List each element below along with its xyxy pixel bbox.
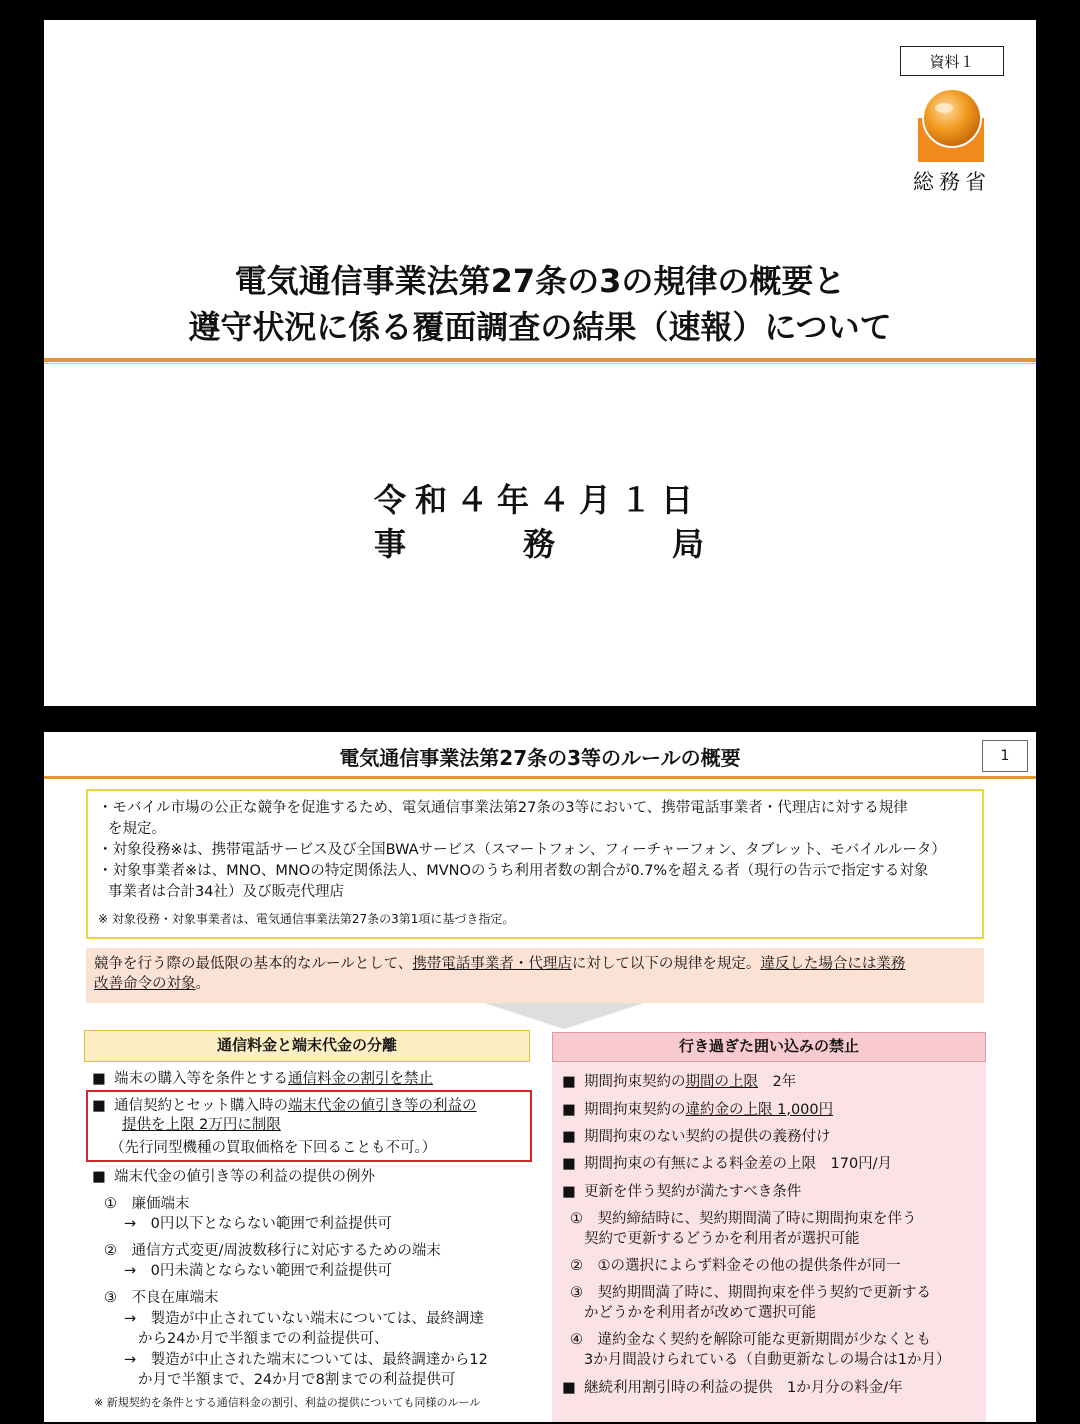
exception-detail: → 0円未満とならない範囲で利益提供可: [124, 1263, 392, 1279]
rules-overview-slide: [44, 732, 1036, 1422]
intro-note: ※ 対象役務・対象事業者は、電気通信事業法第27条の3第1項に基づき指定。: [98, 912, 515, 926]
office-name: [374, 522, 704, 566]
rule-text: 端末代金の値引き等の利益の提供の例外: [114, 1169, 375, 1185]
date-block: [374, 478, 704, 566]
rule-text-underlined: 通信料金の割引を禁止: [288, 1071, 433, 1087]
page-number: 1: [982, 740, 1028, 772]
rule-note: （先行同型機種の買取価格を下回ることも不可。）: [110, 1140, 437, 1156]
exception-detail: か月で半額まで、24か月で8割までの利益提供可: [138, 1372, 456, 1388]
bullet-square-icon: ■: [562, 1102, 576, 1118]
title-slide: [44, 20, 1036, 706]
intro-line: ・対象役務※は、携帯電話サービス及び全国BWAサービス（スマートフォン、フィーチャーフォン、タブレット、モバイルルータ）: [98, 842, 946, 858]
rule-item: [92, 1069, 433, 1089]
condition-item: かどうかを利用者が改めて選択可能: [584, 1305, 816, 1321]
condition-item: ④ 違約金なく契約を解除可能な更新期間が少なくとも: [570, 1332, 931, 1348]
rule-text: 期間拘束契約の: [584, 1074, 686, 1090]
ministry-name: 総務省: [913, 170, 991, 194]
condition-item: ① 契約締結時に、契約期間満了時に期間拘束を伴う: [570, 1211, 917, 1227]
rule-text: 継続利用割引時の利益の提供 1か月分の料金/年: [584, 1380, 903, 1396]
office-char: 局: [671, 525, 704, 563]
exception-detail: → 0円以下とならない範囲で利益提供可: [124, 1216, 392, 1232]
summary-text: に対して以下の規律を規定。: [571, 956, 761, 972]
ministry-logo-icon: [914, 88, 988, 164]
rule-text: 更新を伴う契約が満たすべき条件: [584, 1184, 802, 1200]
condition-item: ③ 契約期間満了時に、期間拘束を伴う契約で更新する: [570, 1285, 931, 1301]
right-column: [552, 1032, 986, 1422]
rule-item: [562, 1127, 831, 1147]
rule-item: [92, 1096, 477, 1116]
exception-detail: → 製造が中止された端末については、最終調達から12: [124, 1352, 488, 1368]
office-char: 務: [522, 525, 555, 563]
rule-text: 端末の購入等を条件とする: [114, 1071, 288, 1087]
bullet-square-icon: ■: [562, 1184, 576, 1200]
slide-title: 電気通信事業法第27条の3等のルールの概要: [339, 746, 741, 770]
rule-text: 期間拘束のない契約の提供の義務付け: [584, 1129, 831, 1145]
rule-item: [562, 1100, 833, 1120]
bullet-square-icon: ■: [92, 1071, 106, 1087]
rule-text-underlined: 違約金の上限 1,000円: [685, 1102, 834, 1118]
rule-text: 2年: [758, 1074, 797, 1090]
page-title: [44, 258, 1036, 350]
bullet-square-icon: ■: [562, 1380, 576, 1396]
summary-text: 競争を行う際の最低限の基本的なルールとして、: [94, 956, 413, 972]
left-heading: 通信料金と端末代金の分離: [84, 1030, 530, 1062]
exception-detail: から24か月で半額までの利益提供可、: [138, 1331, 389, 1347]
divider: [44, 776, 1036, 779]
condition-item: ② ①の選択によらず料金その他の提供条件が同一: [570, 1258, 901, 1274]
title-line: 遵守状況に係る覆面調査の結果（速報）について: [188, 308, 892, 346]
rule-text-underlined: 提供を上限 2万円に制限: [122, 1117, 281, 1133]
office-char: 事: [374, 525, 407, 563]
exception-item: ① 廉価端末: [104, 1196, 190, 1212]
exception-item: ② 通信方式変更/周波数移行に対応するための端末: [104, 1243, 441, 1259]
intro-box: [86, 789, 984, 939]
exception-detail: → 製造が中止されていない端末については、最終調達: [124, 1311, 484, 1327]
rule-text-underlined: 期間の上限: [685, 1074, 758, 1090]
footnote: ※ 新規契約を条件とする通信料金の割引、利益の提供についても同様のルール: [94, 1396, 481, 1409]
rule-text-underlined: 端末代金の値引き等の利益の: [288, 1098, 477, 1114]
summary-underlined: 改善命令の対象: [94, 976, 196, 992]
bullet-square-icon: ■: [562, 1129, 576, 1145]
date: 令和４年４月１日: [374, 481, 703, 519]
summary-box: [86, 948, 984, 1003]
bullet-square-icon: ■: [92, 1098, 106, 1114]
divider: [44, 363, 1036, 364]
exception-item: ③ 不良在庫端末: [104, 1290, 219, 1306]
bullet-square-icon: ■: [562, 1074, 576, 1090]
rule-item: [562, 1182, 801, 1202]
rule-item: [92, 1167, 375, 1187]
summary-text: 。: [195, 976, 210, 992]
bullet-square-icon: ■: [92, 1169, 106, 1185]
rule-text: 通信契約とセット購入時の: [114, 1098, 288, 1114]
intro-line: ・モバイル市場の公正な競争を促進するため、電気通信事業法第27条の3等において、携帯電話事業者・代理店に対する規律: [98, 800, 908, 816]
intro-line: ・対象事業者※は、MNO、MNOの特定関係法人、MVNOのうち利用者数の割合が0.7%を超える者（現行の告示で指定する対象: [98, 863, 929, 879]
rule-text: 期間拘束契約の: [584, 1102, 686, 1118]
rule-item: [562, 1072, 796, 1092]
right-heading: 行き過ぎた囲い込みの禁止: [552, 1032, 986, 1062]
down-arrow-icon: [484, 1003, 644, 1029]
condition-item: 3か月間設けられている（自動更新なしの場合は1か月）: [584, 1352, 951, 1368]
summary-underlined: 違反した場合には業務: [760, 956, 906, 972]
bullet-square-icon: ■: [562, 1156, 576, 1172]
summary-underlined: 携帯電話事業者・代理店: [412, 956, 572, 972]
intro-line: を規定。: [108, 821, 166, 837]
condition-item: 契約で更新するどうかを利用者が選択可能: [584, 1231, 860, 1247]
rule-item: [562, 1154, 892, 1174]
title-line: 電気通信事業法第27条の3の規律の概要と: [234, 262, 846, 300]
document-label: 資料１: [900, 46, 1004, 76]
intro-line: 事業者は合計34社）及び販売代理店: [108, 884, 344, 900]
rule-item: [562, 1378, 903, 1398]
rule-text: 期間拘束の有無による料金差の上限 170円/月: [584, 1156, 893, 1172]
divider: [44, 358, 1036, 362]
